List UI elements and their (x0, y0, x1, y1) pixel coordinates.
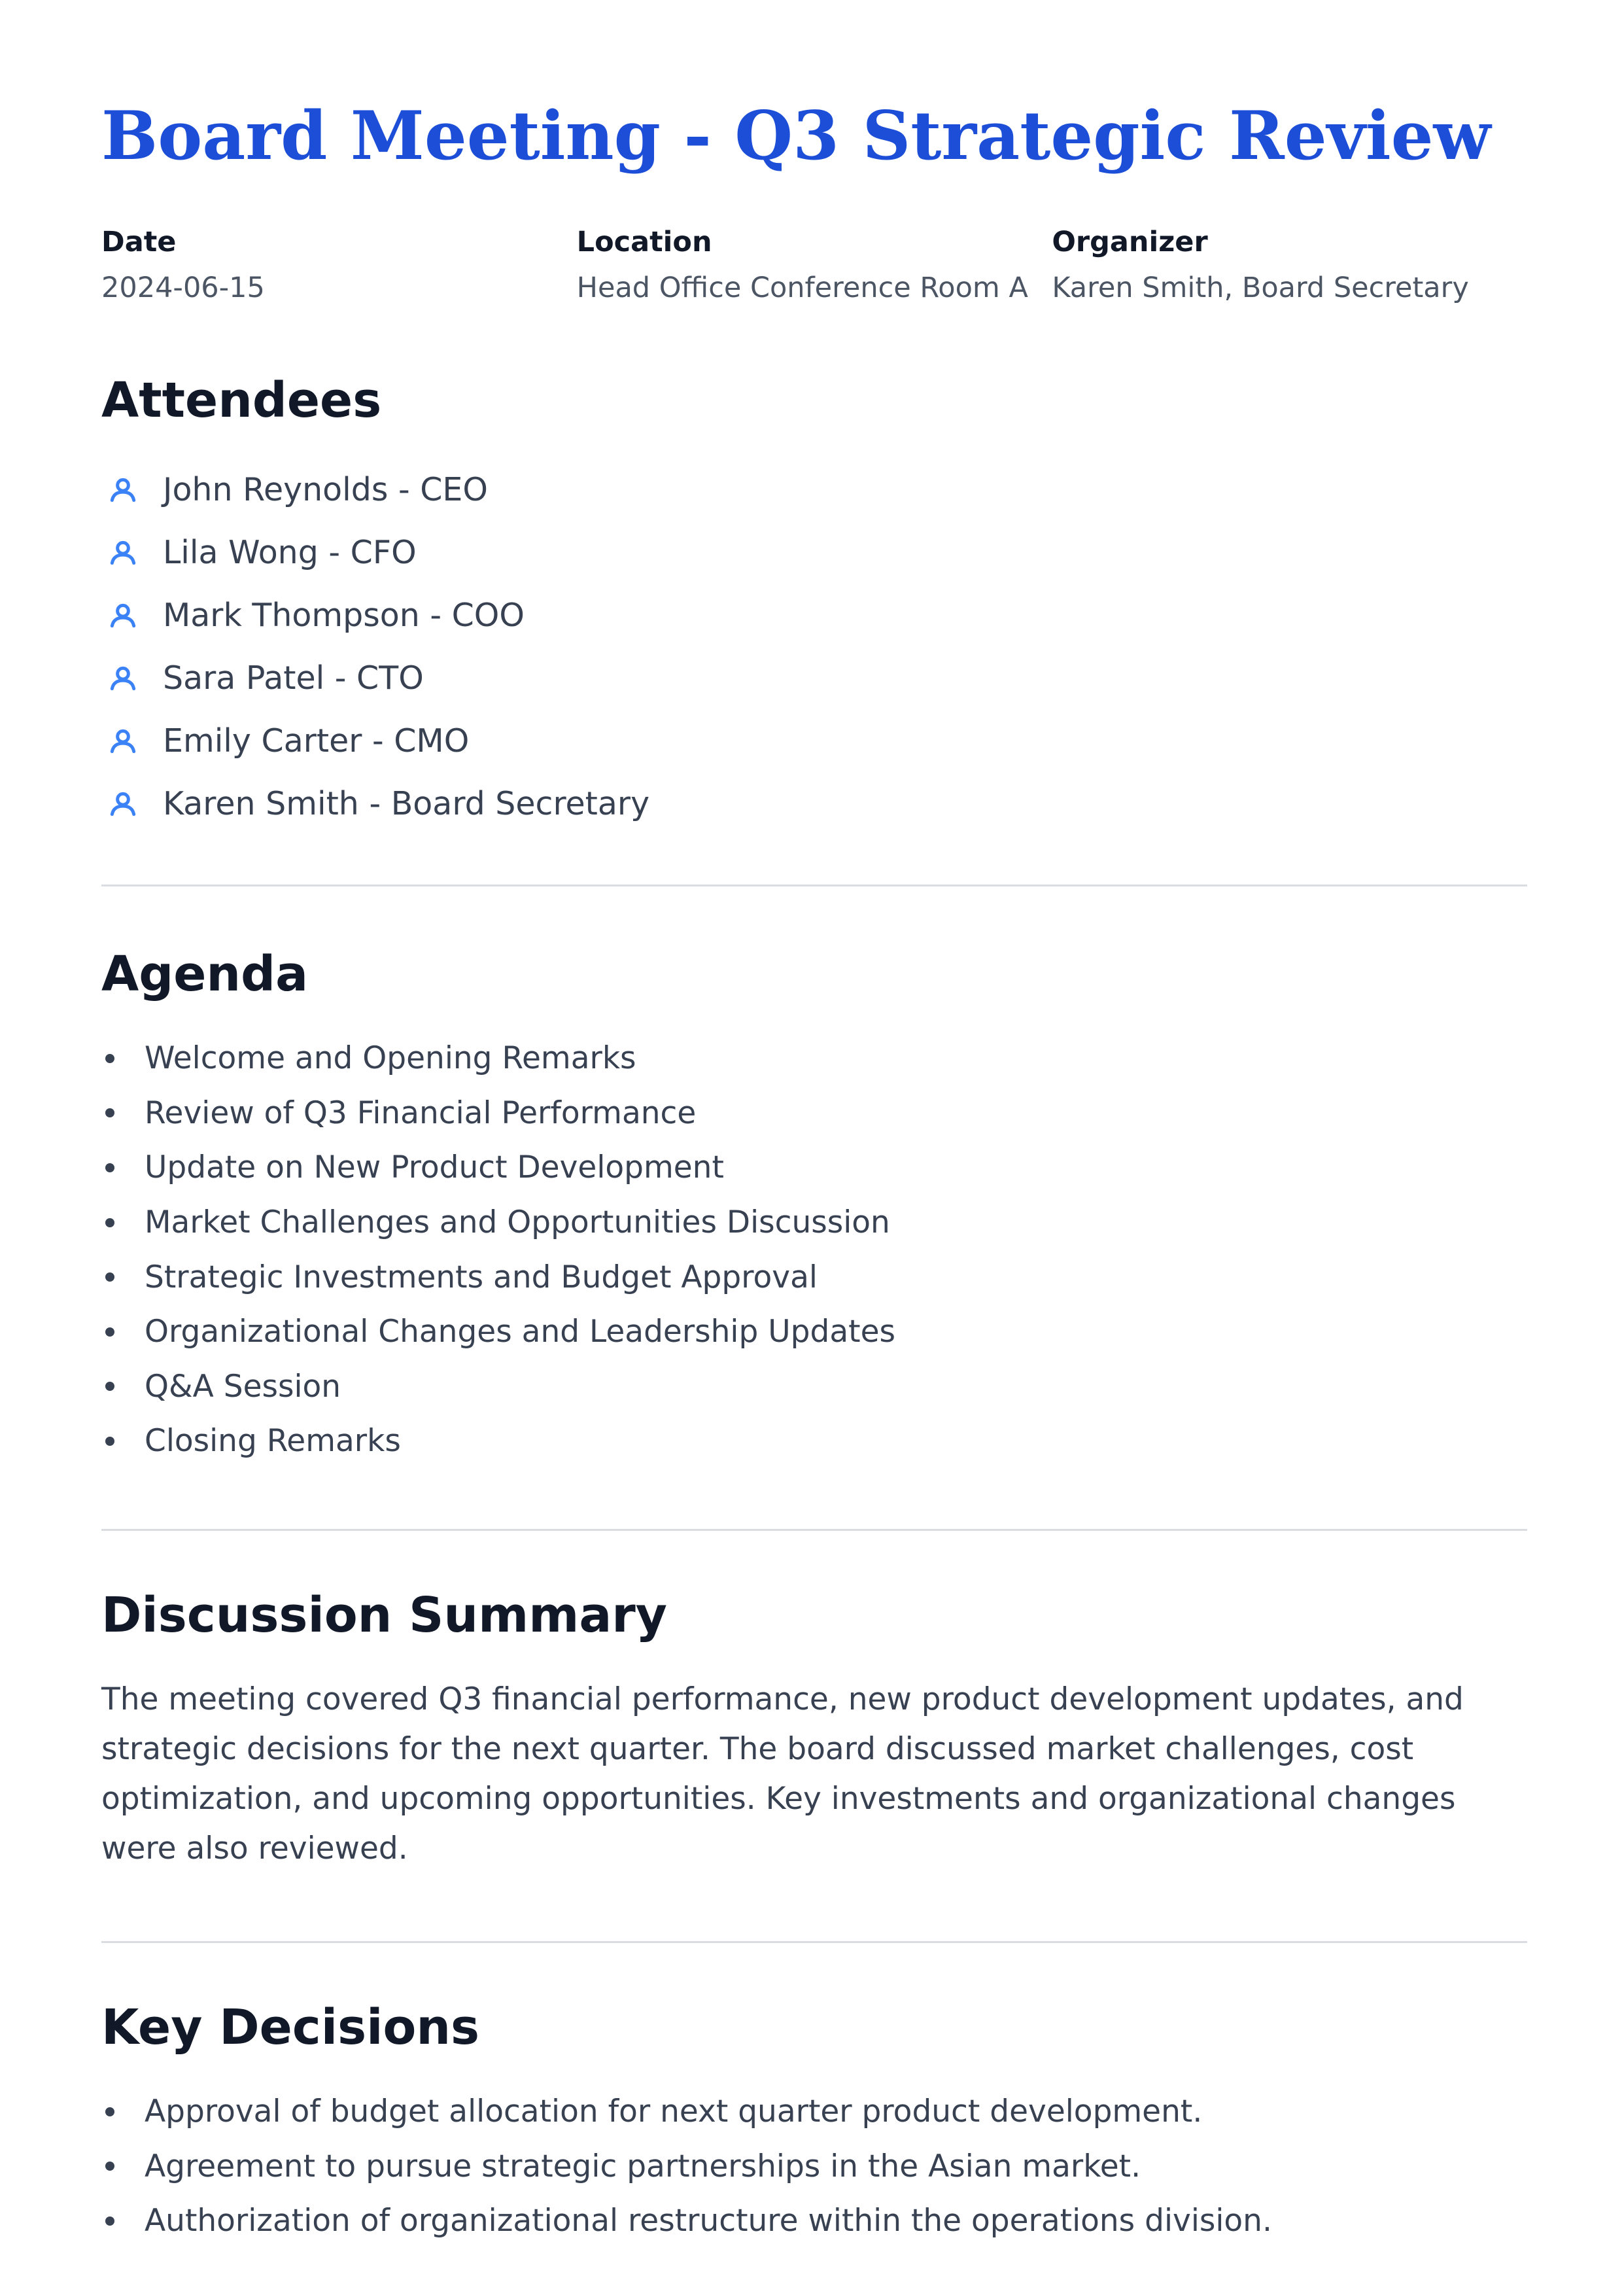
agenda-item-label: Q&A Session (145, 1368, 341, 1405)
agenda-item (101, 1031, 895, 1086)
bullet-icon (105, 1054, 114, 1063)
attendee-item (101, 709, 649, 772)
attendee-name: John Reynolds - CEO (163, 470, 488, 508)
discussion-summary-text: The meeting covered Q3 financial performance, new product development updates, and strategic decisions for the next quarter. The board discussed market challenges, cost optimization, and upcoming opportunities. Key investments and organizational changes were also reviewed. (101, 1681, 1464, 1866)
attendee-item (101, 646, 649, 709)
bullet-icon (105, 1163, 114, 1172)
agenda-item (101, 1140, 895, 1195)
date-value: 2024-06-15 (101, 271, 265, 304)
decisions-list (101, 2084, 1272, 2249)
meta-location (577, 226, 1052, 305)
agenda-item-label: Market Challenges and Opportunities Discussion (145, 1204, 890, 1241)
decision-item (101, 2084, 1272, 2139)
location-label: Location (576, 226, 712, 258)
attendee-name: Lila Wong - CFO (163, 533, 417, 571)
decision-item (101, 2139, 1272, 2194)
user-icon (107, 536, 139, 569)
attendee-list (101, 458, 649, 835)
agenda-item-label: Closing Remarks (145, 1423, 401, 1460)
attendee-name: Emily Carter - CMO (163, 722, 470, 760)
agenda-item-label: Welcome and Opening Remarks (145, 1040, 636, 1077)
bullet-icon (105, 1218, 114, 1227)
user-icon (107, 724, 139, 757)
attendee-name: Sara Patel - CTO (163, 659, 424, 697)
section-divider (101, 1529, 1527, 1531)
decisions-heading: Key Decisions (101, 1999, 480, 2056)
agenda-item (101, 1305, 895, 1359)
agenda-list (101, 1031, 895, 1469)
organizer-value: Karen Smith, Board Secretary (1052, 271, 1469, 304)
decision-item (101, 2194, 1272, 2249)
decision-item-label: Approval of budget allocation for next quarter product development. (145, 2094, 1203, 2130)
agenda-heading: Agenda (101, 946, 309, 1002)
page-title: Board Meeting - Q3 Strategic Review (101, 97, 1491, 175)
user-icon (107, 599, 139, 631)
user-icon (107, 473, 139, 506)
agenda-item-label: Update on New Product Development (145, 1149, 724, 1186)
user-icon (107, 661, 139, 694)
attendee-item (101, 584, 649, 646)
meta-organizer (1052, 226, 1527, 305)
section-divider (101, 1941, 1527, 1943)
discussion-heading: Discussion Summary (101, 1587, 667, 1643)
agenda-item (101, 1250, 895, 1305)
attendees-heading: Attendees (101, 372, 382, 429)
agenda-item-label: Review of Q3 Financial Performance (145, 1095, 697, 1131)
decision-item-label: Agreement to pursue strategic partnerships in the Asian market. (145, 2148, 1141, 2184)
section-divider (101, 885, 1527, 886)
meta-date (101, 226, 577, 305)
bullet-icon (105, 1327, 114, 1337)
bullet-icon (105, 1108, 114, 1117)
bullet-icon (105, 1437, 114, 1446)
agenda-item-label: Organizational Changes and Leadership Updates (145, 1314, 895, 1350)
decision-item-label: Authorization of organizational restructure within the operations division. (145, 2203, 1272, 2239)
bullet-icon (105, 1382, 114, 1391)
agenda-item (101, 1359, 895, 1414)
bullet-icon (105, 2216, 114, 2226)
attendee-item (101, 521, 649, 584)
attendee-name: Mark Thompson - COO (163, 596, 525, 634)
meeting-meta (101, 226, 1527, 305)
agenda-item (101, 1414, 895, 1469)
organizer-label: Organizer (1052, 226, 1208, 258)
bullet-icon (105, 2162, 114, 2171)
bullet-icon (105, 2107, 114, 2116)
date-label: Date (101, 226, 177, 258)
attendee-item (101, 772, 649, 835)
agenda-item (101, 1086, 895, 1141)
location-value: Head Office Conference Room A (576, 271, 1028, 304)
agenda-item (101, 1195, 895, 1250)
bullet-icon (105, 1272, 114, 1282)
attendee-name: Karen Smith - Board Secretary (163, 784, 650, 822)
agenda-item-label: Strategic Investments and Budget Approval (145, 1259, 818, 1295)
user-icon (107, 787, 139, 820)
attendee-item (101, 458, 649, 521)
